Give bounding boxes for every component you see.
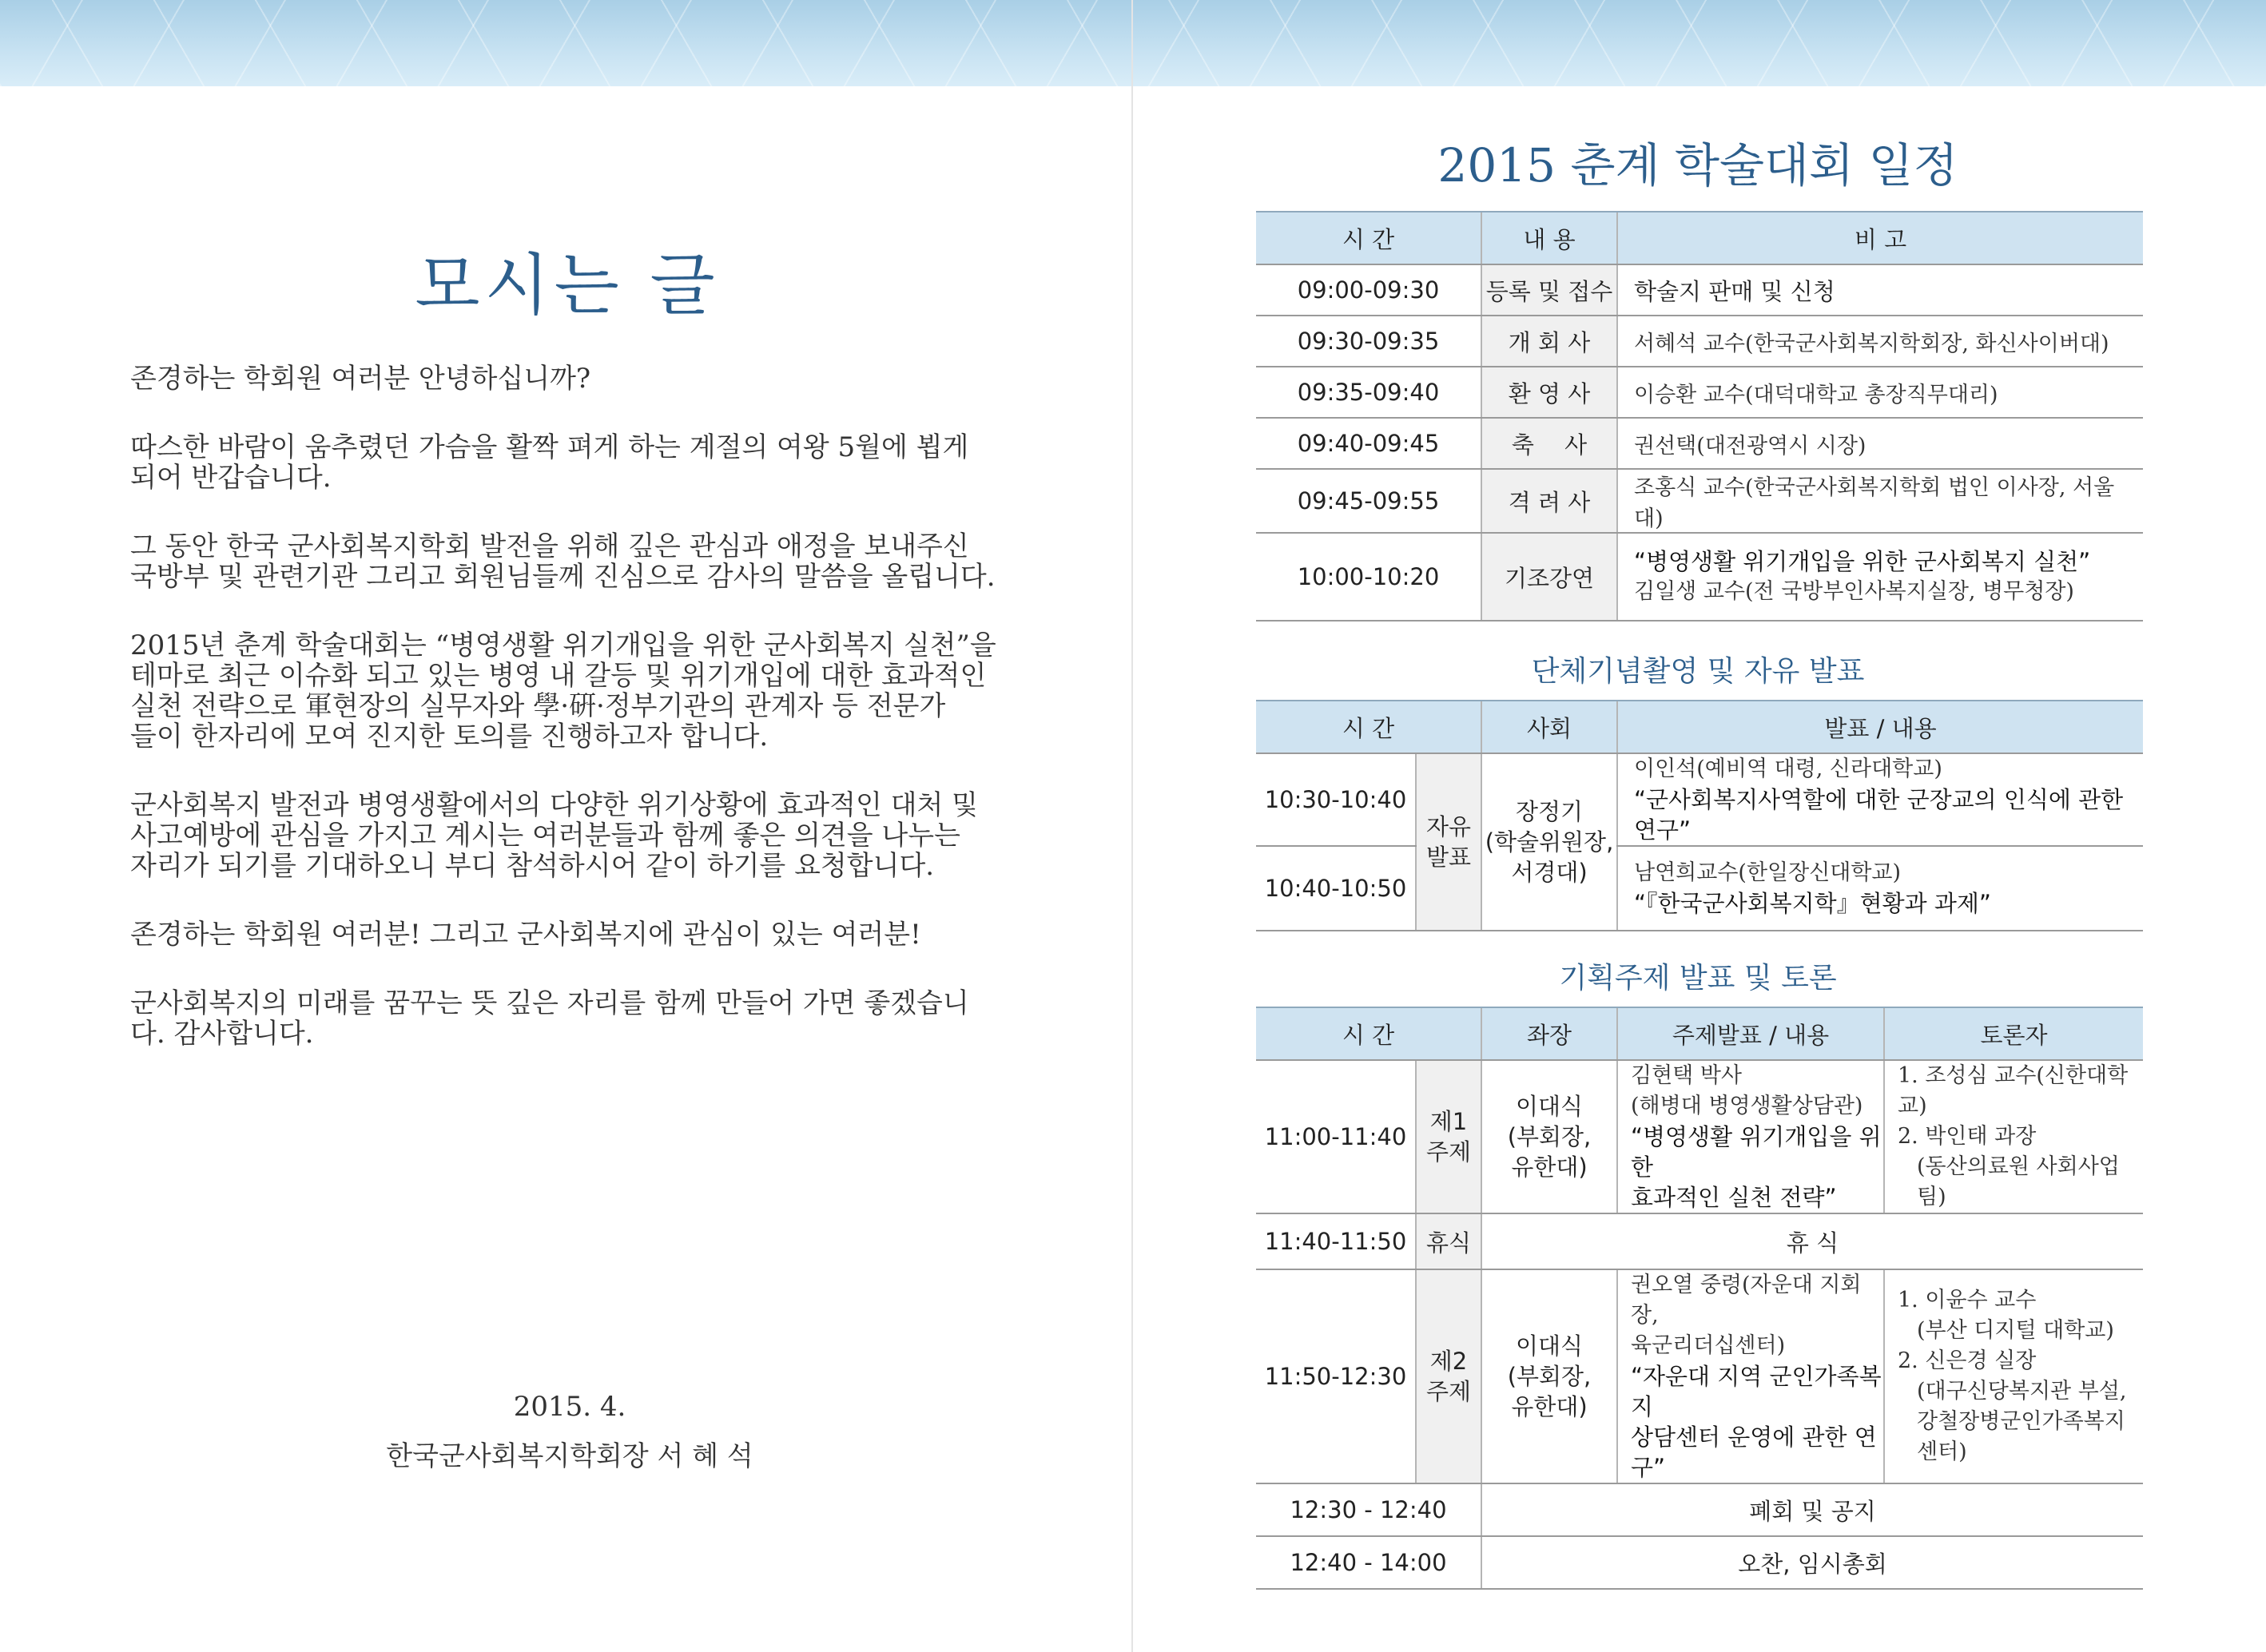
table-row [1256, 1060, 2143, 1213]
col-header: 발표 / 내용 [1617, 701, 2143, 753]
presenter: 이인석(예비역 대령, 신라대학교) [1634, 757, 1942, 781]
table-row [1256, 1269, 2143, 1483]
paragraph [130, 531, 1009, 592]
free-presentation-table [1256, 700, 2143, 931]
table-row [1256, 418, 2143, 469]
col-header: 시 간 [1256, 1007, 1481, 1060]
note-cell: 조홍식 교수(한국군사회복지학회 법인 이사장, 서울대) [1617, 469, 2143, 533]
col-header: 사회 [1481, 701, 1617, 753]
presenter-affiliation: 육군리더십센터) [1631, 1333, 1786, 1358]
table-row [1256, 264, 2143, 316]
presenter: 김현택 박사 [1631, 1063, 1742, 1088]
chair-cell [1481, 1060, 1617, 1213]
line: 장정기 [1515, 798, 1584, 825]
item-cell: 격 려 사 [1481, 469, 1617, 533]
col-header: 시 간 [1256, 212, 1481, 264]
time-cell: 10:00-10:20 [1256, 533, 1481, 621]
table-row [1256, 1536, 2143, 1589]
chair-cell [1481, 753, 1617, 931]
session-label-cell: 휴식 [1416, 1213, 1481, 1269]
lunch-cell: 오찬, 임시총회 [1481, 1536, 2143, 1589]
time-cell: 09:30-09:35 [1256, 316, 1481, 367]
item-cell: 환 영 사 [1481, 367, 1617, 418]
line: 군사회복지 발전과 병영생활에서의 다양한 위기상황에 효과적인 대처 및 [130, 789, 978, 821]
line: 존경하는 학회원 여러분 안녕하십니까? [130, 363, 591, 395]
discussant-cell [1884, 1269, 2143, 1483]
line: (부회장, [1507, 1363, 1592, 1390]
time-cell: 09:40-09:45 [1256, 418, 1481, 469]
line: 유한대) [1511, 1154, 1588, 1181]
line: 이대식 [1515, 1093, 1584, 1120]
time-cell: 11:50-12:30 [1256, 1269, 1416, 1483]
session-label-cell [1416, 1269, 1481, 1483]
item-cell: 개 회 사 [1481, 316, 1617, 367]
col-header: 주제발표 / 내용 [1617, 1007, 1884, 1060]
paragraph [130, 432, 1009, 493]
keynote-title: “병영생활 위기개입을 위한 군사회복지 실천” [1634, 548, 2091, 575]
line: 주제 [1425, 1378, 1472, 1405]
letter-date: 2015. 4. [513, 1391, 626, 1423]
line: 2015년 춘계 학술대회는 “병영생활 위기개입을 위한 군사회복지 실천”을 [130, 629, 996, 661]
line: 제2 [1429, 1348, 1468, 1375]
discussant-affiliation: 강철장병군인가족복지센터) [1917, 1409, 2125, 1464]
signature-block [130, 1382, 1009, 1481]
line: (부회장, [1507, 1123, 1592, 1150]
table-row [1256, 316, 2143, 367]
line: 다. 감사합니다. [130, 1018, 314, 1050]
talk-cell [1617, 846, 2143, 931]
time-cell: 09:00-09:30 [1256, 264, 1481, 316]
invitation-letter [130, 363, 1009, 1087]
note-cell: 서혜석 교수(한국군사회복지학회장, 화신사이버대) [1617, 316, 2143, 367]
session-label-cell [1416, 1060, 1481, 1213]
line: 주제 [1425, 1138, 1472, 1166]
presenter: 남연희교수(한일장신대학교) [1634, 860, 1902, 885]
line: 되어 반갑습니다. [130, 462, 332, 494]
talk-title: “『한국군사회복지학』현황과 과제” [1634, 890, 1991, 917]
topic-line: 상담센터 운영에 관한 연구” [1631, 1424, 1877, 1481]
talk-title: “군사회복지사역할에 대한 군장교의 인식에 관한 연구” [1634, 786, 2124, 844]
discussant-affiliation: (대구신당복지관 부설, [1917, 1379, 2127, 1404]
line: (학술위원장, [1485, 828, 1614, 856]
time-cell: 09:45-09:55 [1256, 469, 1481, 533]
table-row [1256, 1213, 2143, 1269]
line: 자유 [1425, 813, 1472, 840]
paragraph [130, 919, 1009, 950]
col-header: 토론자 [1884, 1007, 2143, 1060]
break-cell: 휴 식 [1481, 1213, 2143, 1269]
col-header: 좌장 [1481, 1007, 1617, 1060]
talk-cell [1617, 753, 2143, 846]
time-cell: 11:40-11:50 [1256, 1213, 1416, 1269]
closing-cell: 폐회 및 공지 [1481, 1483, 2143, 1536]
planned-theme-table [1256, 1007, 2143, 1590]
table-row [1256, 367, 2143, 418]
col-header: 시 간 [1256, 701, 1481, 753]
topic-cell [1617, 1060, 1884, 1213]
opening-schedule-table [1256, 211, 2143, 621]
col-header: 내 용 [1481, 212, 1617, 264]
line: 사고예방에 관심을 가지고 계시는 여러분들과 함께 좋은 의견을 나누는 [130, 820, 960, 852]
invitation-title: 모시는 글 [415, 246, 720, 324]
paragraph [130, 630, 1009, 752]
line: 유한대) [1511, 1393, 1588, 1420]
topic-line: “자운대 지역 군인가족복지 [1631, 1363, 1882, 1420]
line: 발표 [1425, 844, 1472, 871]
table-row [1256, 469, 2143, 533]
time-cell: 12:40 - 14:00 [1256, 1536, 1481, 1589]
keynote-speaker: 김일생 교수(전 국방부인사복지실장, 병무청장) [1634, 579, 2074, 604]
time-cell: 11:00-11:40 [1256, 1060, 1416, 1213]
discussant: 2. 박인태 과장 [1898, 1124, 2037, 1149]
line: 테마로 최근 이슈화 되고 있는 병영 내 갈등 및 위기개입에 대한 효과적인 [130, 660, 987, 692]
section-title-free-presentation: 단체기념촬영 및 자유 발표 [1531, 655, 1865, 688]
item-cell: 기조강연 [1481, 533, 1617, 621]
paragraph [130, 790, 1009, 881]
line: 들이 한자리에 모여 진지한 토의를 진행하고자 합니다. [130, 721, 769, 753]
discussant-affiliation: (동산의료원 사회사업팀) [1917, 1154, 2120, 1209]
schedule-title: 2015 춘계 학술대회 일정 [1437, 138, 1958, 193]
topic-line: 효과적인 실천 전략” [1631, 1184, 1837, 1211]
note-cell [1617, 533, 2143, 621]
line: 국방부 및 관련기관 그리고 회원님들께 진심으로 감사의 말씀을 올립니다. [130, 561, 996, 593]
line: 이대식 [1515, 1332, 1584, 1360]
discussant-affiliation: (부산 디지털 대학교) [1917, 1318, 2114, 1343]
header-banner [0, 0, 2266, 86]
line: 실천 전략으로 軍현장의 실무자와 學·硏·정부기관의 관계자 등 전문가 [130, 690, 946, 722]
table-row [1256, 753, 2143, 846]
session-type-cell [1416, 753, 1481, 931]
table-row [1256, 1483, 2143, 1536]
time-cell: 09:35-09:40 [1256, 367, 1481, 418]
topic-cell [1617, 1269, 1884, 1483]
note-cell: 이승환 교수(대덕대학교 총장직무대리) [1617, 367, 2143, 418]
item-cell: 등록 및 접수 [1481, 264, 1617, 316]
paragraph [130, 363, 1009, 394]
line: 존경하는 학회원 여러분! 그리고 군사회복지에 관심이 있는 여러분! [130, 919, 921, 951]
time-cell: 12:30 - 12:40 [1256, 1483, 1481, 1536]
line: 따스한 바람이 움추렸던 가슴을 활짝 펴게 하는 계절의 여왕 5월에 뵙게 [130, 431, 969, 463]
time-cell: 10:30-10:40 [1256, 753, 1416, 846]
col-header: 비 고 [1617, 212, 2143, 264]
note-cell: 권선택(대전광역시 시장) [1617, 418, 2143, 469]
presenter-affiliation: (해병대 병영생활상담관) [1631, 1094, 1863, 1118]
presenter: 권오열 중령(자운대 지회장, [1631, 1273, 1862, 1328]
section-title-planned-theme: 기획주제 발표 및 토론 [1559, 962, 1837, 995]
paragraph [130, 988, 1009, 1049]
signature: 한국군사회복지학회장 서 혜 석 [386, 1440, 753, 1472]
page-fold [1131, 0, 1133, 1652]
line: 군사회복지의 미래를 꿈꾸는 뜻 깊은 자리를 함께 만들어 가면 좋겠습니 [130, 987, 969, 1019]
chair-cell [1481, 1269, 1617, 1483]
topic-line: “병영생활 위기개입을 위한 [1631, 1123, 1882, 1181]
line: 서경대) [1511, 859, 1588, 886]
line: 제1 [1429, 1108, 1468, 1135]
line: 그 동안 한국 군사회복지학회 발전을 위해 깊은 관심과 애정을 보내주신 [130, 530, 969, 562]
table-row [1256, 533, 2143, 621]
line: 자리가 되기를 기대하오니 부디 참석하시어 같이 하기를 요청합니다. [130, 850, 935, 882]
note-cell: 학술지 판매 및 신청 [1617, 264, 2143, 316]
discussant-cell [1884, 1060, 2143, 1213]
time-cell: 10:40-10:50 [1256, 846, 1416, 931]
discussant: 1. 조성심 교수(신한대학교) [1898, 1063, 2129, 1118]
discussant: 1. 이윤수 교수 [1898, 1288, 2037, 1312]
table-row [1256, 846, 2143, 931]
item-cell: 축 사 [1481, 418, 1617, 469]
discussant: 2. 신은경 실장 [1898, 1348, 2037, 1373]
